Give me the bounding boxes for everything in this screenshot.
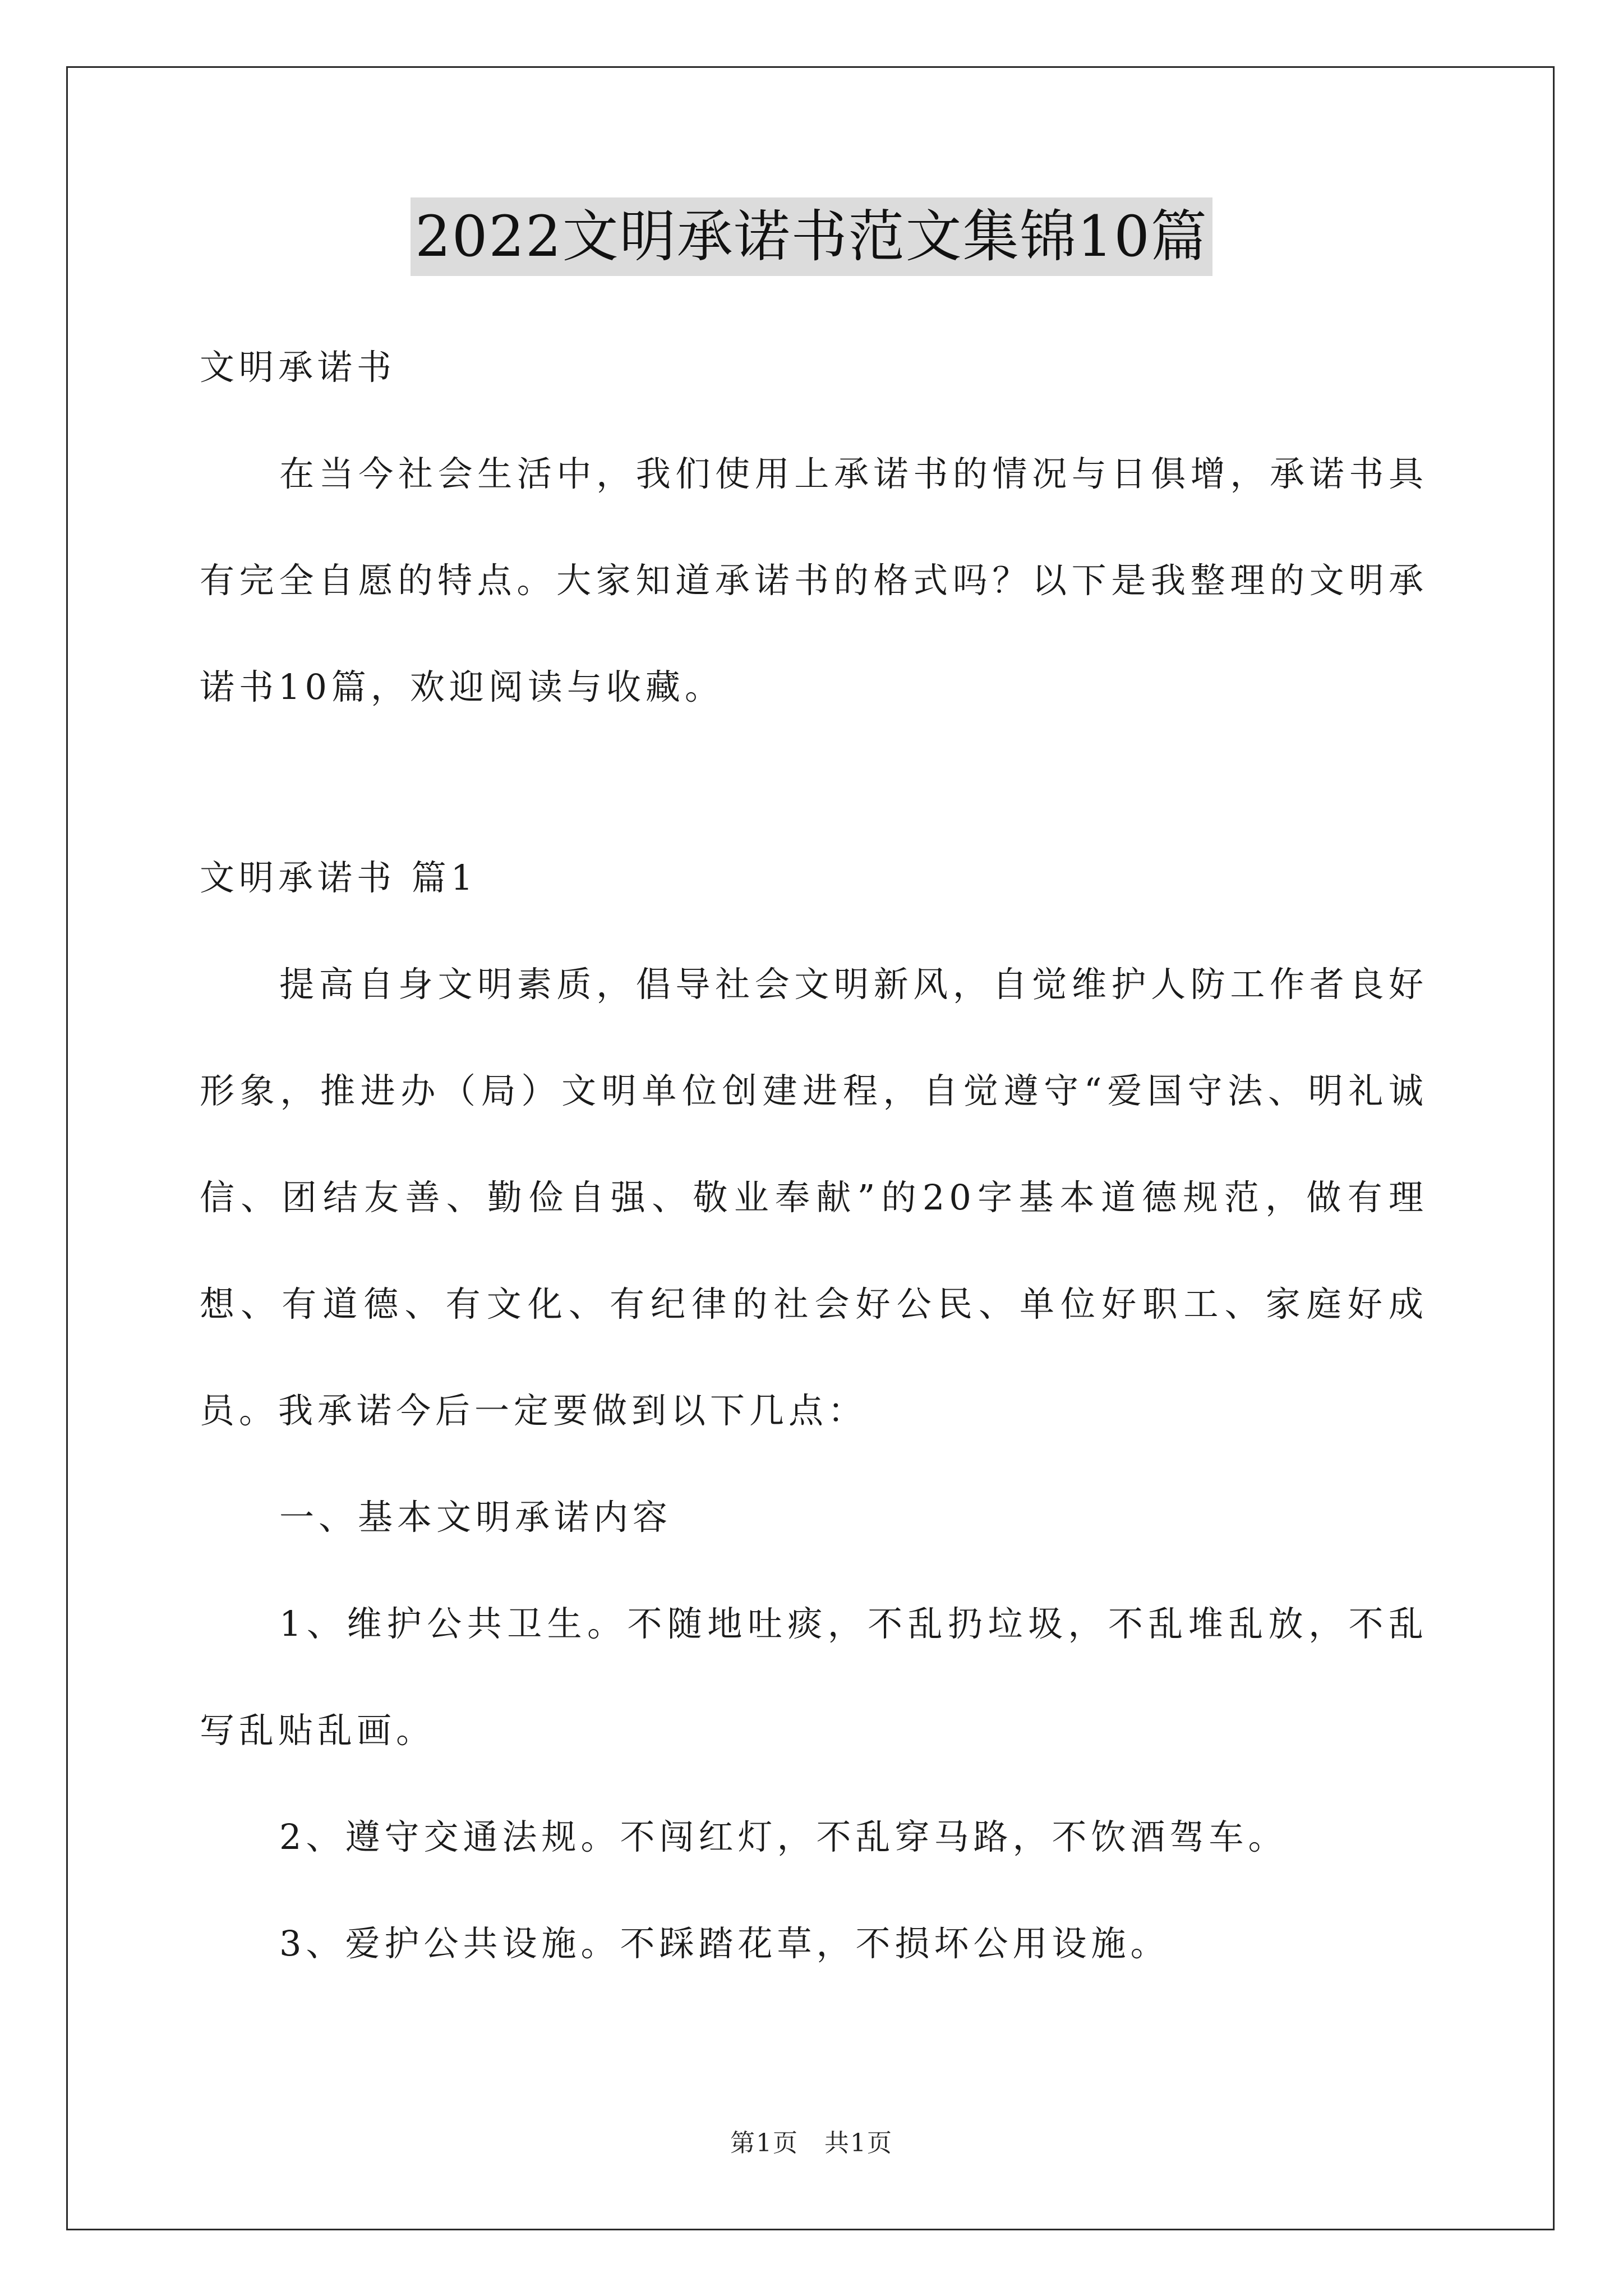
intro-paragraph: 在当今社会生活中，我们使用上承诺书的情况与日俱增，承诺书具有完全自愿的特点。大家知道承诺书的格式吗？以下是我整理的文明承诺书10篇，欢迎阅读与收藏。 (200, 453, 1428, 707)
intro-heading: 文明承诺书 (200, 347, 396, 388)
page-footer (0, 2123, 1623, 2159)
document-body (200, 314, 1428, 1997)
section-heading: 文明承诺书 篇1 (200, 857, 478, 898)
section-paragraph: 提高自身文明素质，倡导社会文明新风，自觉维护人防工作者良好形象，推进办（局）文明单位创建进程，自觉遵守“爱国守法、明礼诚信、团结友善、勤俭自强、敬业奉献”的20字基本道德规范，做有理想、有道德、有文化、有纪律的社会好公民、单位好职工、家庭好成员。我承诺今后一定要做到以下几点： (200, 964, 1428, 1431)
page-number: 第1页 共1页 (730, 2129, 893, 2157)
list-item: 1、维护公共卫生。不随地吐痰，不乱扔垃圾，不乱堆乱放，不乱写乱贴乱画。 (200, 1603, 1428, 1751)
list-item: 3、爱护公共设施。不踩踏花草，不损坏公用设施。 (279, 1923, 1170, 1964)
title-container (0, 197, 1623, 276)
list-item: 2、遵守交通法规。不闯红灯，不乱穿马路，不饮酒驾车。 (279, 1816, 1288, 1857)
section-spacer (200, 740, 1428, 825)
document-title: 2022文明承诺书范文集锦10篇 (411, 197, 1212, 276)
sub-heading: 一、基本文明承诺内容 (279, 1497, 672, 1538)
